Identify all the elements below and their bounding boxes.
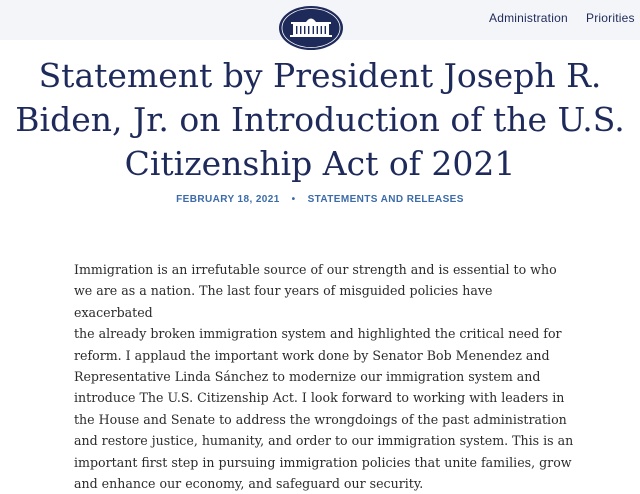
body-line: and enhance our economy, and safeguard our security. xyxy=(74,476,424,492)
body-line: Immigration is an irrefutable source of our strength and is essential to who xyxy=(74,262,557,277)
title-line: Citizenship Act of 2021 xyxy=(124,144,516,183)
body-line: and restore justice, humanity, and order to our immigration system. This is an xyxy=(74,433,574,449)
publish-date: FEBRUARY 18, 2021 xyxy=(176,194,280,205)
article-body xyxy=(74,259,574,494)
title-line: Statement by President Joseph R. xyxy=(38,56,602,95)
nav-link-administration[interactable]: Administration xyxy=(489,11,568,25)
body-line: the already broken immigration system and highlighted the critical need for xyxy=(74,326,562,342)
nav-link-priorities[interactable]: Priorities xyxy=(586,11,635,25)
body-line: introduce The U.S. Citizenship Act. I look forward to working with leaders in xyxy=(74,390,565,406)
body-line: the House and Senate to address the wrongdoings of the past administration xyxy=(74,411,567,427)
article-meta xyxy=(0,194,640,205)
body-line: Representative Linda Sánchez to modernize our immigration system and xyxy=(74,369,541,385)
body-line: important first step in pursuing immigration policies that unite families, grow xyxy=(74,454,572,470)
page-title xyxy=(0,54,640,186)
meta-separator: • xyxy=(291,194,296,205)
white-house-seal-icon[interactable] xyxy=(278,5,344,51)
title-line: Biden, Jr. on Introduction of the U.S. xyxy=(15,100,625,139)
body-line: we are as a nation. The last four years of misguided policies have exacerbated xyxy=(74,283,493,320)
body-line: reform. I applaud the important work done by Senator Bob Menendez and xyxy=(74,347,550,363)
category-link[interactable]: STATEMENTS AND RELEASES xyxy=(307,194,464,205)
